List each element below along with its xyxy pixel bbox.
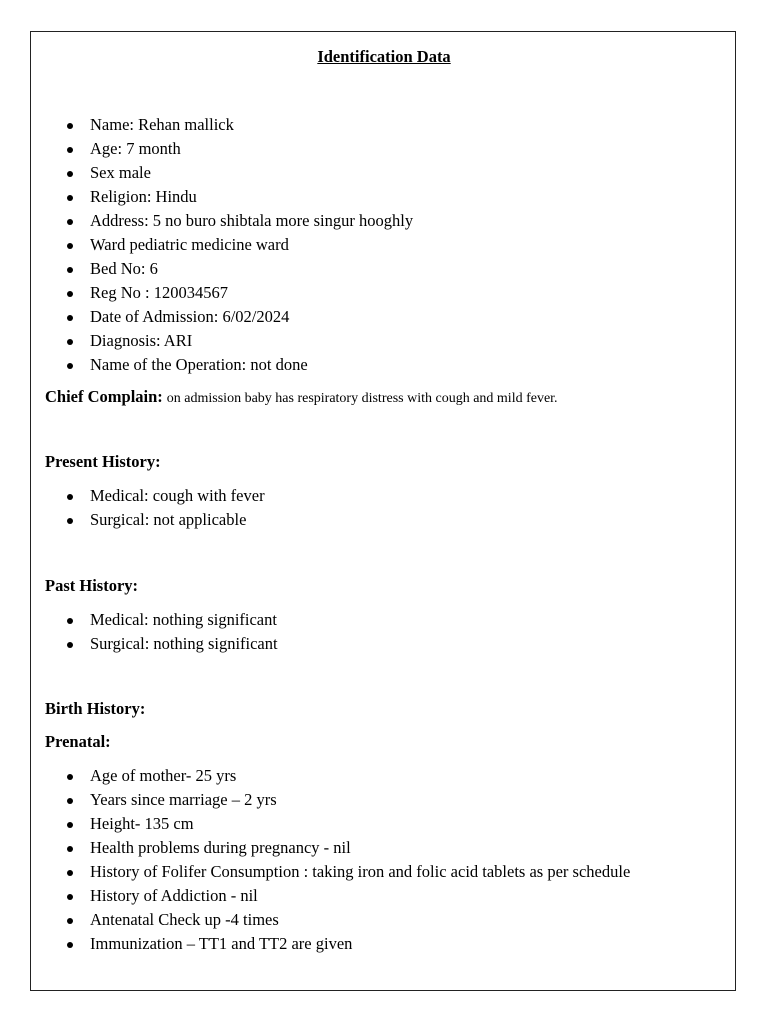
bullet-icon [67,822,73,828]
present-history-heading: Present History: [45,452,161,471]
list-item: Diagnosis: ARI [46,329,413,353]
bullet-icon [67,147,73,153]
list-item: Age of mother- 25 yrs [46,764,630,788]
bullet-icon [67,918,73,924]
list-item: Surgical: nothing significant [46,632,278,656]
list-item: Years since marriage – 2 yrs [46,788,630,812]
list-item: Antenatal Check up -4 times [46,908,630,932]
list-item: Reg No : 120034567 [46,281,413,305]
bullet-icon [67,195,73,201]
bullet-icon [67,798,73,804]
list-item: Date of Admission: 6/02/2024 [46,305,413,329]
list-item: Immunization – TT1 and TT2 are given [46,932,630,956]
list-item: Name: Rehan mallick [46,113,413,137]
list-item: Medical: nothing significant [46,608,278,632]
bullet-icon [67,339,73,345]
prenatal-heading: Prenatal: [45,732,111,751]
birth-history-heading: Birth History: [45,699,146,718]
bullet-icon [67,518,73,524]
bullet-icon [67,942,73,948]
bullet-icon [67,894,73,900]
chief-complain [45,387,558,409]
list-item: History of Addiction - nil [46,884,630,908]
bullet-icon [67,219,73,225]
past-history-list [46,608,278,656]
list-item: Medical: cough with fever [46,484,265,508]
bullet-icon [67,123,73,129]
list-item: Bed No: 6 [46,257,413,281]
bullet-icon [67,315,73,321]
bullet-icon [67,363,73,369]
document-title: Identification Data [317,47,451,66]
list-item: Health problems during pregnancy - nil [46,836,630,860]
list-item: Religion: Hindu [46,185,413,209]
bullet-icon [67,494,73,500]
bullet-icon [67,846,73,852]
bullet-icon [67,171,73,177]
list-item: Surgical: not applicable [46,508,265,532]
list-item: Age: 7 month [46,137,413,161]
chief-complain-text: on admission baby has respiratory distress with cough and mild fever. [166,391,558,406]
list-item: Ward pediatric medicine ward [46,233,413,257]
bullet-icon [67,642,73,648]
past-history-heading: Past History: [45,576,139,595]
list-item: History of Folifer Consumption : taking iron and folic acid tablets as per schedule [46,860,630,884]
identification-list [46,113,413,377]
chief-complain-label: Chief Complain: [45,387,163,406]
list-item: Height- 135 cm [46,812,630,836]
bullet-icon [67,267,73,273]
prenatal-list [46,764,630,956]
bullet-icon [67,291,73,297]
list-item: Name of the Operation: not done [46,353,413,377]
list-item: Address: 5 no buro shibtala more singur hooghly [46,209,413,233]
present-history-list [46,484,265,532]
bullet-icon [67,618,73,624]
bullet-icon [67,870,73,876]
bullet-icon [67,243,73,249]
list-item: Sex male [46,161,413,185]
bullet-icon [67,774,73,780]
